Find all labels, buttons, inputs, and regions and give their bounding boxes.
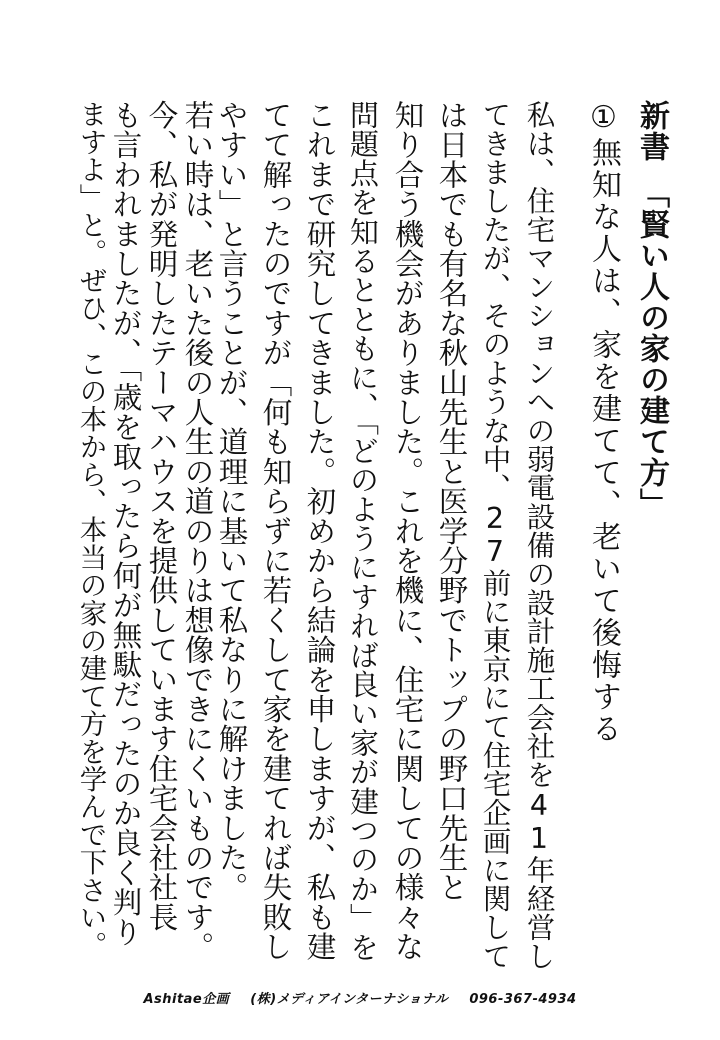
- footer-phone: 096-367-4934: [469, 992, 577, 1007]
- body-line: も言われましたが、「歳を取ったら何が無駄だったのか良く判り: [108, 100, 143, 947]
- title-label: 新書: [634, 100, 669, 162]
- body-line: 今、私が発明したテーマハウスを提供しています住宅会社社長: [144, 100, 179, 932]
- body-line: は日本でも有名な秋山先生と医学分野でトップの野口先生と: [434, 100, 469, 902]
- body-line: 若い時は、老いた後の人生の道のりは想像できにくいものです。: [180, 100, 215, 962]
- body-line: てて解ったのですが「何も知らずに若くして家を建てれば失敗し: [258, 100, 293, 962]
- body-line: 私は、住宅マンションへの弱電設備の設計施工会社を41年経営し: [522, 100, 556, 970]
- body-line: ますよ」と。ぜひ、この本から、本当の家の建て方を学んで下さい。: [74, 100, 107, 959]
- subtitle-column: [586, 100, 621, 745]
- subtitle-marker: ①: [586, 100, 621, 137]
- body-line: これまで研究してきました。初めから結論を申しますが、私も建: [302, 100, 337, 962]
- title-column: [634, 100, 669, 519]
- body-line: やすい」と言うことが、道理に基いて私なりに解けました。: [214, 100, 249, 902]
- footer-corporation: (株)メディアインターナショナル: [250, 992, 449, 1007]
- footer-company: Ashitae企画: [143, 992, 230, 1007]
- footer: [0, 988, 720, 1007]
- title-gap: [634, 162, 669, 193]
- body-line: てきましたが、そのような中、27前に東京にて住宅企画に関して: [478, 100, 512, 970]
- subtitle-text: 無知な人は、家を建てて、老いて後悔する: [586, 137, 621, 745]
- body-line: 知り合う機会がありました。これを機に、住宅に関しての様々な: [390, 100, 425, 962]
- book-title: 「賢い人の家の建て方」: [634, 193, 669, 519]
- body-line: 問題点を知るとともに、「どのようにすれば良い家が建つのか」を: [346, 100, 380, 962]
